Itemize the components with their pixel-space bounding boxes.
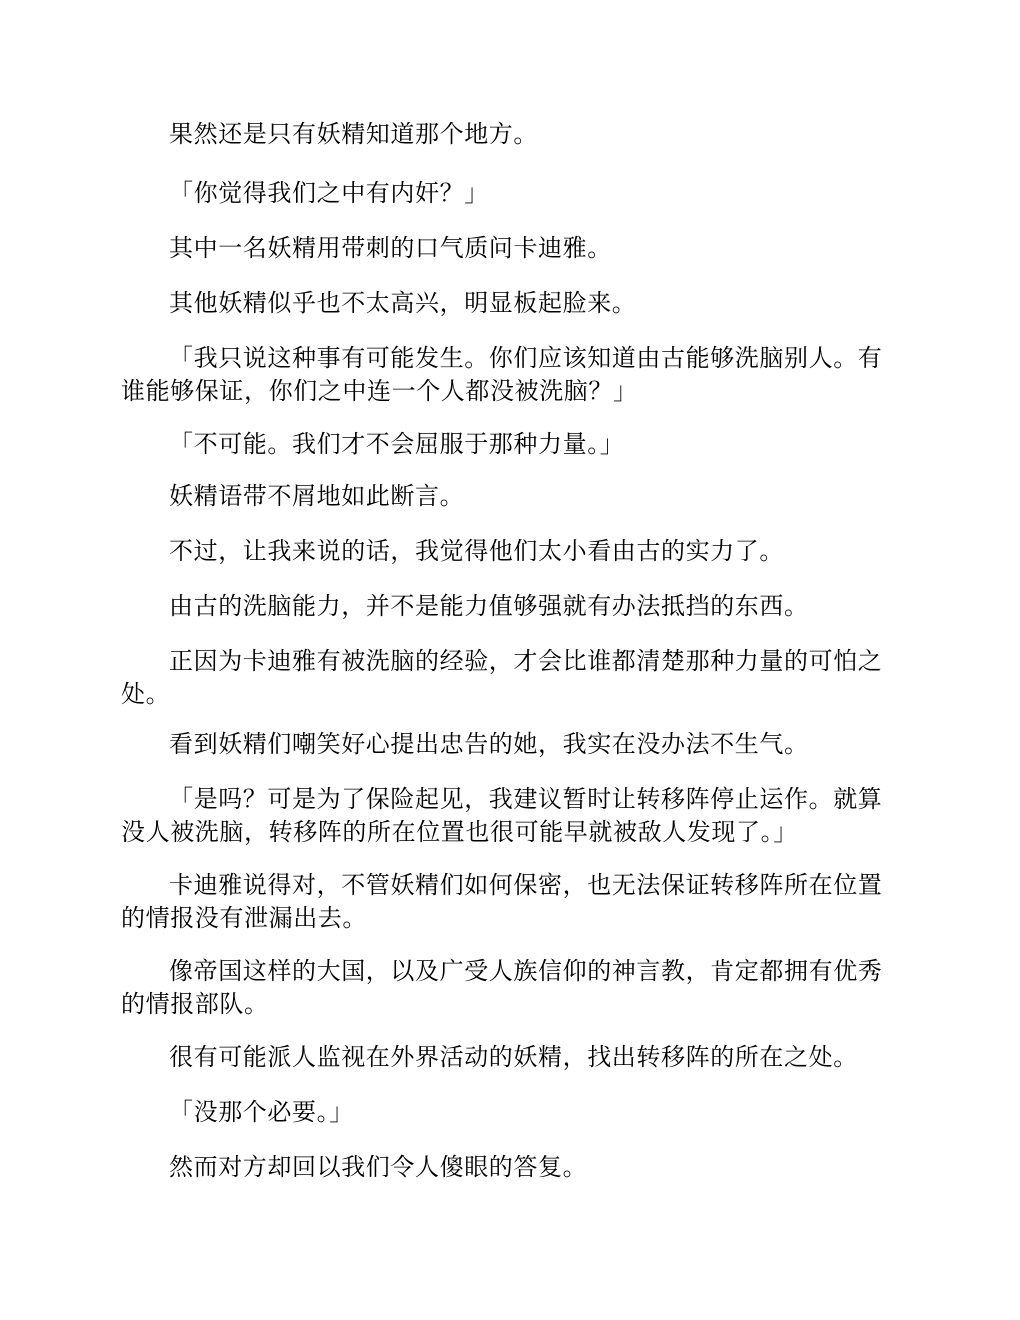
document-page xyxy=(121,0,901,1320)
paragraph-1: 果然还是只有妖精知道那个地方。 xyxy=(169,120,538,148)
paragraph-10: 正因为卡迪雅有被洗脑的经验，才会比谁都清楚那种力量的可怕之处。 xyxy=(121,647,883,708)
paragraph-9: 由古的洗脑能力，并不是能力值够强就有办法抵挡的东西。 xyxy=(169,592,809,620)
paragraph-8: 不过，让我来说的话，我觉得他们太小看由古的实力了。 xyxy=(169,537,784,565)
paragraph-14: 像帝国这样的大国，以及广受人族信仰的神言教，肯定都拥有优秀的情报部队。 xyxy=(121,957,883,1018)
paragraph-6: 「不可能。我们才不会屈服于那种力量。」 xyxy=(169,430,625,458)
paragraph-16: 「没那个必要。」 xyxy=(169,1098,354,1126)
paragraph-12: 「是吗？可是为了保险起见，我建议暂时让转移阵停止运作。就算没人被洗脑，转移阵的所在位置也很可能早就被敌人发现了。」 xyxy=(121,785,883,846)
paragraph-17: 然而对方却回以我们令人傻眼的答复。 xyxy=(169,1153,588,1181)
paragraph-15: 很有可能派人监视在外界活动的妖精，找出转移阵的所在之处。 xyxy=(169,1043,858,1071)
paragraph-7: 妖精语带不屑地如此断言。 xyxy=(169,482,465,510)
paragraph-4: 其他妖精似乎也不太高兴，明显板起脸来。 xyxy=(169,289,637,317)
paragraph-11: 看到妖精们嘲笑好心提出忠告的她，我实在没办法不生气。 xyxy=(169,730,809,758)
paragraph-5: 「我只说这种事有可能发生。你们应该知道由古能够洗脑别人。有谁能够保证，你们之中连一个人都没被洗脑？」 xyxy=(121,344,883,405)
paragraph-3: 其中一名妖精用带刺的口气质问卡迪雅。 xyxy=(169,234,612,262)
paragraph-2: 「你觉得我们之中有内奸？」 xyxy=(169,179,489,207)
paragraph-13: 卡迪雅说得对，不管妖精们如何保密，也无法保证转移阵所在位置的情报没有泄漏出去。 xyxy=(121,871,883,932)
